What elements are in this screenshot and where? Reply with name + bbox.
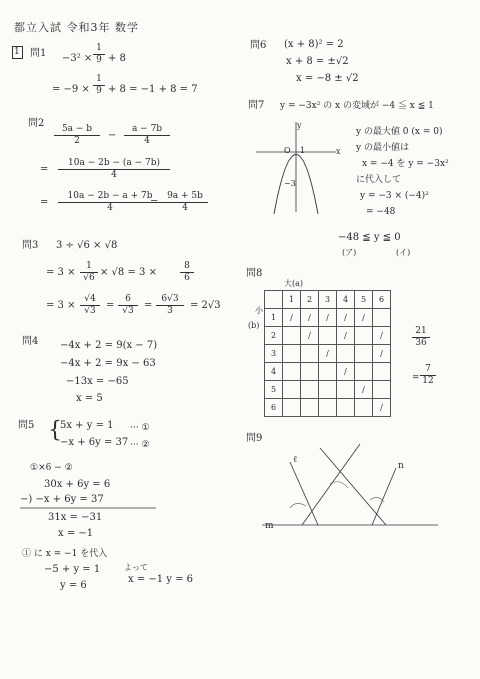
q6-line2: x + 8 = ±√2 xyxy=(286,56,349,67)
q3-frac3-num: √4 xyxy=(80,294,100,306)
q3-eq2: = xyxy=(106,300,115,311)
q3-frac2-num: 8 xyxy=(180,261,194,273)
q3-frac5-den: 3 xyxy=(167,306,173,316)
q3-frac4-den: √3 xyxy=(122,306,134,316)
q2-frac1-den: 2 xyxy=(74,136,80,146)
q2-frac3-den: 4 xyxy=(111,170,117,180)
q8-cell: / xyxy=(373,399,391,417)
q2-frac4-num: 10a − 2b − a + 7b xyxy=(58,191,162,203)
q4-label: 問4 xyxy=(22,336,39,347)
q8-cell: / xyxy=(373,327,391,345)
q8-col-3: 3 xyxy=(319,291,337,309)
q5-l4: x = −1 xyxy=(58,528,94,539)
section-number: 1 xyxy=(14,47,20,57)
q9-arc-2 xyxy=(330,482,348,488)
q9-n-label: n xyxy=(398,461,404,471)
q9-arc-1 xyxy=(290,503,306,508)
q7-axis-y: y xyxy=(297,121,302,130)
q3-eq3: = xyxy=(144,300,153,311)
q8-prob2-num: 7 xyxy=(420,364,436,376)
q8-col-1: 1 xyxy=(283,291,301,309)
q2-frac5-num: 9a + 5b xyxy=(162,191,208,203)
q8-col-6: 6 xyxy=(373,291,391,309)
q8-side-label: (b) xyxy=(248,321,260,330)
q5-step: ①×6 − ② xyxy=(30,463,73,473)
q8-row-header: 5 xyxy=(265,381,283,399)
q3-result: = 2√3 xyxy=(190,300,221,311)
q2-eq1: = xyxy=(40,164,49,175)
q7-sub2: に代入して xyxy=(356,175,402,185)
q8-cell: / xyxy=(337,363,355,381)
q3-label: 問3 xyxy=(22,240,39,251)
q7-calc2: = −48 xyxy=(366,207,396,217)
q1-line2-b: + 8 = −1 + 8 = 7 xyxy=(108,84,198,95)
q9-label: 問9 xyxy=(246,433,263,444)
q7-tag-a: (ア) xyxy=(342,248,357,257)
q7-max: y の最大値 0 (x = 0) xyxy=(356,127,443,137)
q7-label: 問7 xyxy=(248,100,265,111)
q5-label: 問5 xyxy=(18,420,35,431)
q3-frac5-num: 6√3 xyxy=(156,294,184,306)
q2-frac2-num: a − 7b xyxy=(124,124,170,136)
q2-frac1-num: 5a − b xyxy=(54,124,100,136)
q8-row-header: 6 xyxy=(265,399,283,417)
q8-cell: / xyxy=(337,327,355,345)
q2-eq3: = xyxy=(150,197,159,208)
q9-l-label: ℓ xyxy=(293,455,298,465)
q8-row-header: 2 xyxy=(265,327,283,345)
q2-minus: − xyxy=(108,130,117,141)
q4-line2: −4x + 2 = 9x − 63 xyxy=(60,358,156,369)
q7-axis-one: 1 xyxy=(300,146,306,155)
q7-result: −48 ≦ y ≦ 0 xyxy=(338,232,401,243)
q2-label: 問2 xyxy=(28,118,45,129)
q5-s2: y = 6 xyxy=(60,580,87,591)
q8-col-2: 2 xyxy=(301,291,319,309)
q3-line2a: = 3 × xyxy=(46,267,76,278)
q5-eq2-mark: ··· ② xyxy=(130,440,150,450)
q8-prob-den: 36 xyxy=(415,338,427,348)
q8-top-label: 大(a) xyxy=(284,279,304,288)
q8-cell: / xyxy=(301,327,319,345)
q7-header: y = −3x² の x の変域が −4 ≦ x ≦ 1 xyxy=(280,101,434,111)
q2-frac3-num: 10a − 2b − (a − 7b) xyxy=(58,158,170,170)
q5-eq1-mark: ··· ① xyxy=(130,423,150,433)
q8-side-top: 小 xyxy=(255,306,263,315)
q8-cell: / xyxy=(337,309,355,327)
q3-frac3-den: √3 xyxy=(84,306,96,316)
q5-s1: −5 + y = 1 xyxy=(44,564,101,575)
q8-row-header: 4 xyxy=(265,363,283,381)
q3-line3a: = 3 × xyxy=(46,300,76,311)
q6-line1: (x + 8)² = 2 xyxy=(284,39,344,50)
q8-col-4: 4 xyxy=(337,291,355,309)
q5-l3: 31x = −31 xyxy=(48,512,103,523)
q1-line1-b: + 8 xyxy=(108,53,126,64)
q7-sub1: x = −4 を y = −3x² xyxy=(362,159,449,169)
q5-l2: −) −x + 6y = 37 xyxy=(20,494,104,505)
q8-cell: / xyxy=(301,309,319,327)
q1-line1-a: −3² × xyxy=(62,53,93,64)
q6-line3: x = −8 ± √2 xyxy=(296,73,359,84)
page-title: 都立入試 令和3年 数学 xyxy=(14,21,139,34)
q5-answer: x = −1 y = 6 xyxy=(128,574,194,585)
q3-frac2-den: 6 xyxy=(184,273,190,283)
q3-frac1-den: √6 xyxy=(83,273,95,283)
q4-line4: x = 5 xyxy=(76,393,103,404)
q1-frac2-den: 9 xyxy=(96,86,102,96)
q8-label: 問8 xyxy=(246,268,263,279)
q8-cell: / xyxy=(319,345,337,363)
q1-line2-a: = −9 × xyxy=(52,84,90,95)
q8-cell: / xyxy=(355,381,373,399)
q3-frac4-num: 6 xyxy=(118,294,138,306)
q2-frac2-den: 4 xyxy=(144,136,150,146)
q9-line-l xyxy=(290,462,318,525)
q5-sub: ① に x = −1 を代入 xyxy=(22,549,108,559)
q3-line1: 3 ÷ √6 × √8 xyxy=(56,240,118,251)
q7-calc1: y = −3 × (−4)² xyxy=(360,191,429,201)
q3-line2b: × √8 = 3 × xyxy=(100,267,157,278)
q4-line3: −13x = −65 xyxy=(66,376,129,387)
q1-frac2-num: 1 xyxy=(93,74,105,86)
q7-axis-x: x xyxy=(336,147,341,156)
q5-eq1: 5x + y = 1 xyxy=(60,420,114,431)
q8-row-header: 1 xyxy=(265,309,283,327)
q7-axis-minus3: −3 xyxy=(284,179,296,188)
q9-m-label: m xyxy=(265,521,274,531)
q8-cell: / xyxy=(355,309,373,327)
q1-frac1-num: 1 xyxy=(93,43,105,55)
q6-label: 問6 xyxy=(250,40,267,51)
q5-eq2: −x + 6y = 37 xyxy=(60,437,129,448)
q7-axis-o: O xyxy=(284,146,291,155)
q3-frac1-num: 1 xyxy=(80,261,98,273)
q5-brace: { xyxy=(48,418,62,443)
q8-col-5: 5 xyxy=(355,291,373,309)
q1-frac1-den: 9 xyxy=(96,55,102,65)
q8-eq: = xyxy=(412,373,420,383)
q8-cell: / xyxy=(283,309,301,327)
q8-prob-num: 21 xyxy=(412,326,430,338)
q2-frac5-den: 4 xyxy=(182,203,188,213)
q8-prob2-den: 12 xyxy=(422,376,434,386)
q8-cell: / xyxy=(319,309,337,327)
q9-line-n xyxy=(372,468,396,525)
q1-label: 問1 xyxy=(30,48,47,59)
q7-tag-b: (イ) xyxy=(396,248,411,257)
q8-row-header: 3 xyxy=(265,345,283,363)
q4-line1: −4x + 2 = 9(x − 7) xyxy=(60,340,158,351)
q5-so: よって xyxy=(124,563,148,572)
q8-cell: / xyxy=(373,345,391,363)
q2-eq2: = xyxy=(40,197,49,208)
q7-min: y の最小値は xyxy=(356,143,409,153)
q5-l1: 30x + 6y = 6 xyxy=(44,479,111,490)
q2-frac4-den: 4 xyxy=(107,203,113,213)
